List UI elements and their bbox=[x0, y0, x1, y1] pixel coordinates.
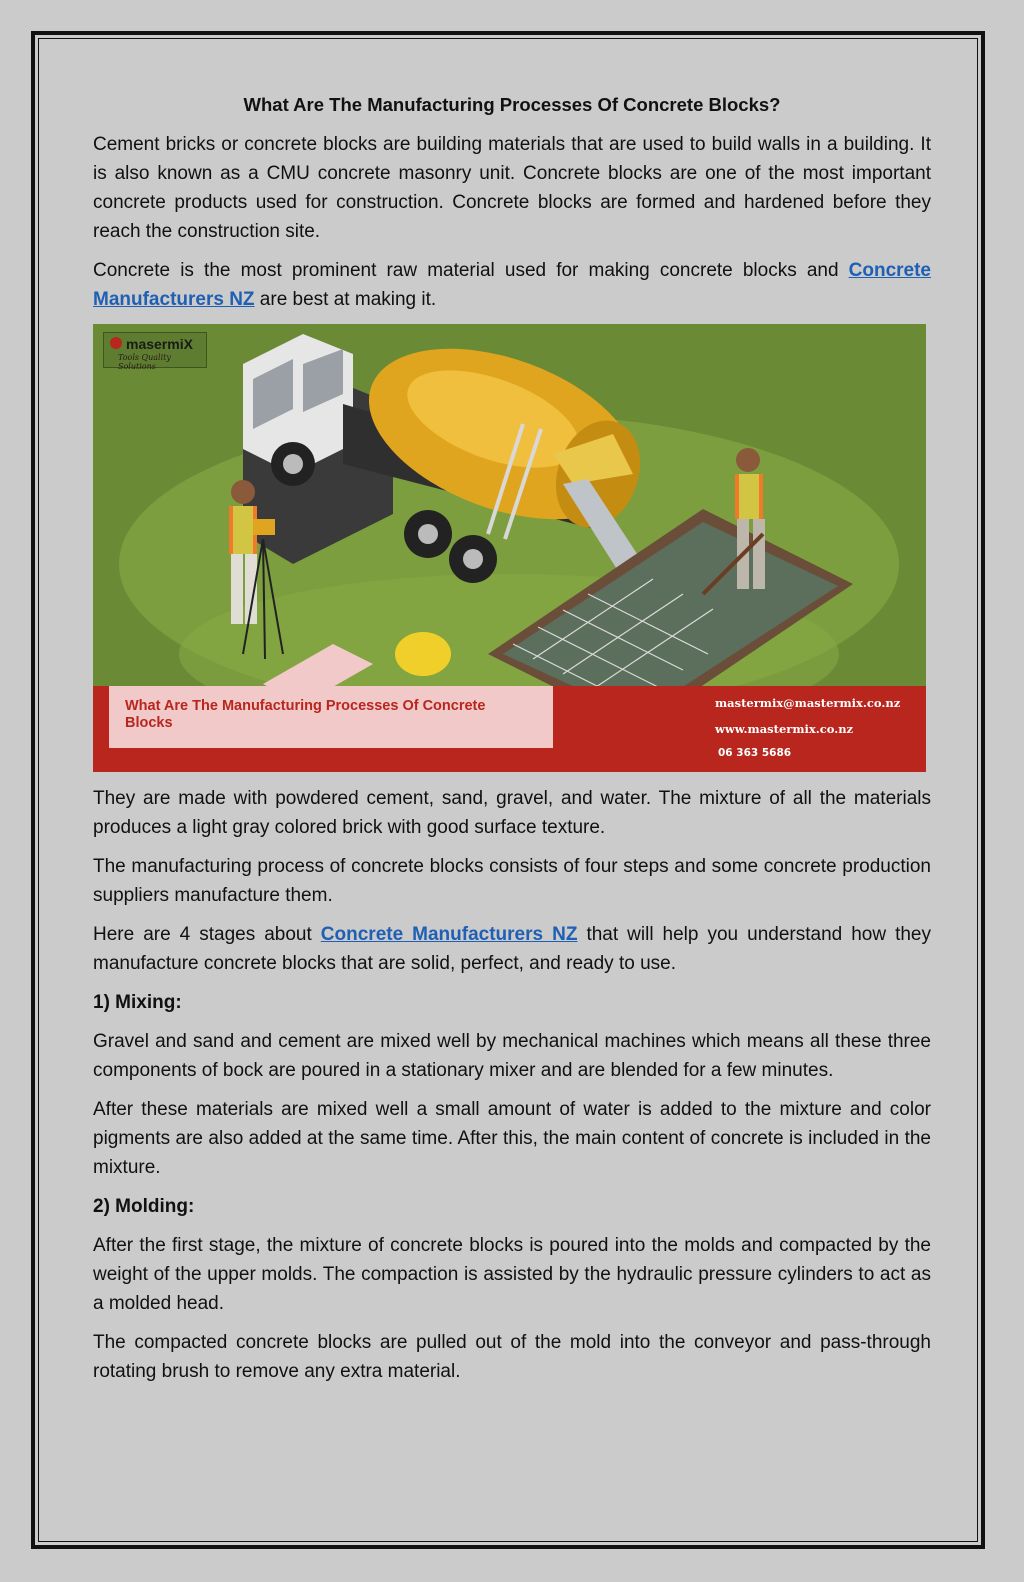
section-mixing-heading: 1) Mixing: bbox=[93, 992, 182, 1013]
mixing-paragraph-1: Gravel and sand and cement are mixed well by mechanical machines which means all these three components of bock are poured in a stationary mixer and are blended for a few minutes. bbox=[93, 1031, 931, 1081]
molding-paragraph-2: The compacted concrete blocks are pulled out of the mold into the conveyor and pass-through rotating brush to remove any extra material. bbox=[93, 1332, 931, 1382]
concrete-manufacturers-link-2[interactable]: Concrete Manufacturers NZ bbox=[320, 924, 578, 945]
p2-text-after: are best at making it. bbox=[254, 289, 437, 310]
logo-mark-icon bbox=[110, 337, 122, 349]
intro-paragraph: Cement bricks or concrete blocks are building materials that are used to build walls in a building. It is also known as a CMU concrete masonry unit. Concrete blocks are one of the most important concrete products used for construction. Concrete blocks are formed and hardened before they reach the construction site. bbox=[93, 134, 931, 242]
stages-paragraph bbox=[93, 920, 931, 978]
hero-banner bbox=[93, 686, 926, 772]
logo-text: masermiX bbox=[126, 336, 193, 352]
banner-email: mastermix@mastermix.co.nz bbox=[715, 696, 901, 710]
banner-website: www.mastermix.co.nz bbox=[715, 722, 854, 736]
hero-image bbox=[93, 324, 926, 772]
p5-text-after: that will help you understand how they manufacture concrete blocks that are solid, perfect, and ready to use. bbox=[93, 924, 931, 974]
p5-text-before: Here are 4 stages about bbox=[93, 924, 321, 945]
banner-phone: 06 363 5686 bbox=[718, 747, 792, 759]
concrete-manufacturers-link[interactable]: Concrete Manufacturers NZ bbox=[93, 260, 931, 310]
logo-tagline: Tools Quality Solutions bbox=[118, 353, 171, 371]
molding-paragraph-1: After the first stage, the mixture of concrete blocks is poured into the molds and compacted by the weight of the upper molds. The compaction is assisted by the hydraulic pressure cylinders to act as a molded head. bbox=[93, 1235, 931, 1314]
section-molding-heading: 2) Molding: bbox=[93, 1196, 195, 1217]
process-overview-paragraph: The manufacturing process of concrete blocks consists of four steps and some concrete production suppliers manufacture them. bbox=[93, 856, 931, 906]
document-content bbox=[93, 92, 931, 1396]
document-title: What Are The Manufacturing Processes Of Concrete Blocks? bbox=[243, 94, 781, 115]
banner-title: What Are The Manufacturing Processes Of Concrete Blocks bbox=[125, 698, 486, 731]
mastermix-logo bbox=[103, 332, 207, 371]
ingredients-paragraph: They are made with powdered cement, sand, gravel, and water. The mixture of all the materials produces a light gray colored brick with good surface texture. bbox=[93, 788, 931, 838]
p2-text-before: Concrete is the most prominent raw material used for making concrete blocks and bbox=[93, 260, 849, 281]
mixing-paragraph-2: After these materials are mixed well a small amount of water is added to the mixture and color pigments are also added at the same time. After this, the main content of concrete is included in the mixture. bbox=[93, 1099, 931, 1178]
raw-material-paragraph bbox=[93, 256, 931, 314]
